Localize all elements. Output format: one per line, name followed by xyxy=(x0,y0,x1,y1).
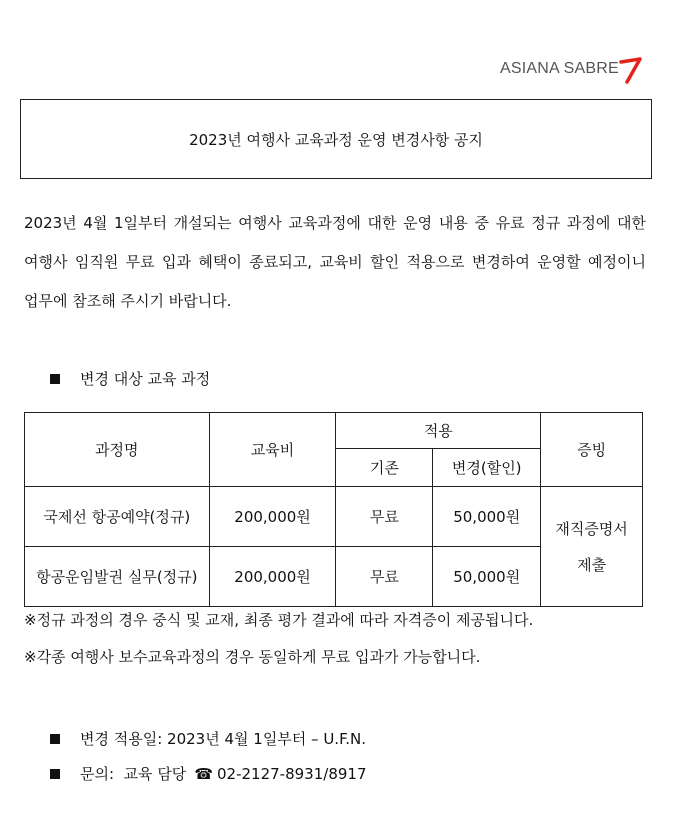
note-2: ※각종 여행사 보수교육과정의 경우 동일하게 무료 입과가 가능합니다. xyxy=(24,648,481,666)
header-proof: 증빙 xyxy=(541,413,643,487)
intro-paragraph: 2023년 4월 1일부터 개설되는 여행사 교육과정에 대한 운영 내용 중 유료 정규 과정에 대한 여행사 임직원 무료 입과 혜택이 종료되고, 교육비 할인 적용으로 변경하여 운영할 예정이니 업무에 참조해 주시기 바랍니다. xyxy=(24,214,646,310)
square-bullet-icon xyxy=(50,769,60,779)
header-changed: 변경(할인) xyxy=(433,449,541,487)
course-table xyxy=(24,412,643,607)
cell-fee: 200,000원 xyxy=(209,547,336,607)
note-1: ※정규 과정의 경우 중식 및 교재, 최종 평가 결과에 따라 자격증이 제공됩니다. xyxy=(24,611,534,629)
telephone-icon: ☎ xyxy=(194,764,213,783)
table-header-row xyxy=(25,413,643,449)
contact-phone: 02-2127-8931/8917 xyxy=(217,764,367,783)
header-fee: 교육비 xyxy=(209,413,336,487)
notice-title: 2023년 여행사 교육과정 운영 변경사항 공지 xyxy=(189,130,483,149)
cell-course: 국제선 항공예약(정규) xyxy=(25,487,210,547)
cell-current: 무료 xyxy=(336,487,433,547)
cell-fee: 200,000원 xyxy=(209,487,336,547)
cell-current: 무료 xyxy=(336,547,433,607)
effective-date-line xyxy=(50,728,366,749)
proof-line-1: 재직증명서 xyxy=(555,519,628,538)
proof-line-2: 제출 xyxy=(577,555,607,574)
notice-title-box xyxy=(20,99,652,179)
header-apply: 적용 xyxy=(336,413,541,449)
cell-changed: 50,000원 xyxy=(433,547,541,607)
cell-course: 항공운임발권 실무(정규) xyxy=(25,547,210,607)
cell-proof xyxy=(541,487,643,607)
header-current: 기존 xyxy=(336,449,433,487)
logo-accent-mark xyxy=(618,56,644,84)
cell-changed: 50,000원 xyxy=(433,487,541,547)
section-heading xyxy=(50,368,210,389)
square-bullet-icon xyxy=(50,734,60,744)
effective-date-text: 변경 적용일: 2023년 4월 1일부터 – U.F.N. xyxy=(80,730,367,748)
table-row xyxy=(25,487,643,547)
brand-logo: ASIANA SABRE xyxy=(500,60,619,77)
header-course: 과정명 xyxy=(25,413,210,487)
section-title: 변경 대상 교육 과정 xyxy=(80,370,211,388)
contact-line xyxy=(50,763,367,784)
square-bullet-icon xyxy=(50,374,60,384)
contact-label: 문의: 교육 담당 xyxy=(80,765,187,783)
